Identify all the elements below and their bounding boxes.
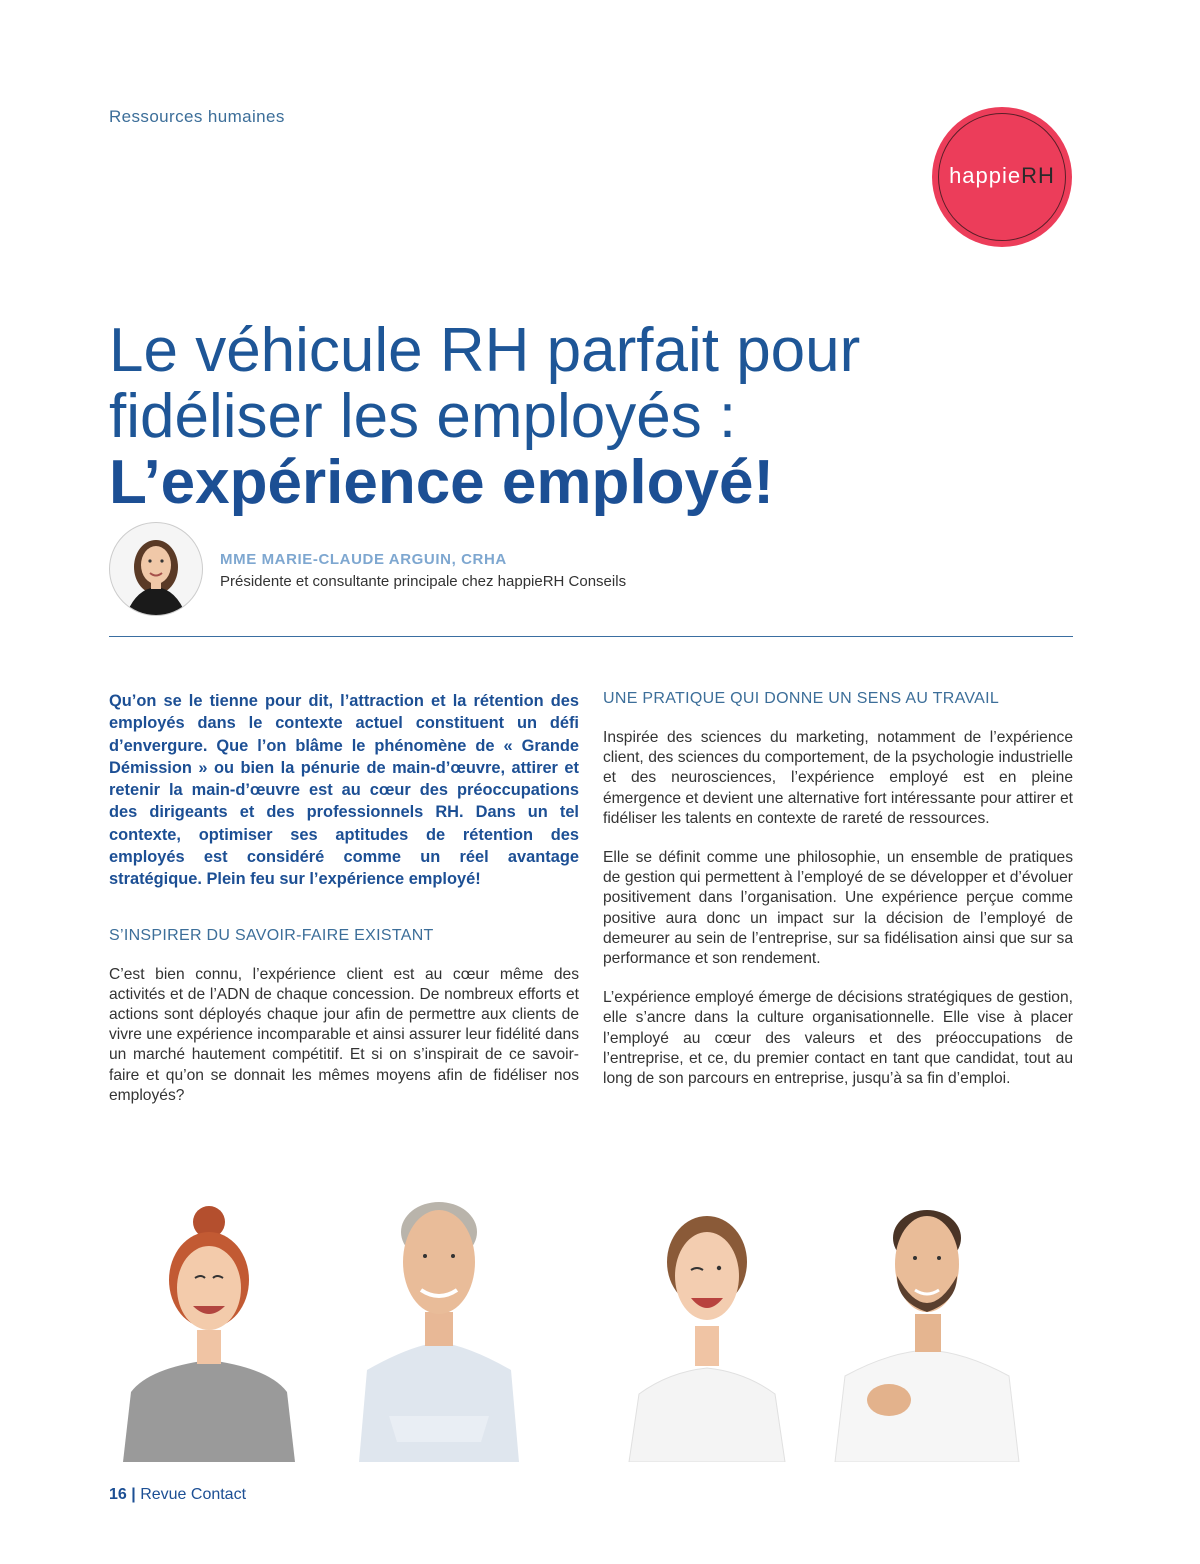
section1-paragraph-1: C’est bien connu, l’expérience client est au cœur même des activités et de l’ADN de chaque concession. De nombreux efforts et actions sont déployés chaque jour afin de permettre aux clients de vivre une expérience incomparable et ainsi assurer leur fidélité dans un marché hautement compétitif. Et si on s’inspirait de ce savoir-faire et qu’on se donnait les mêmes moyens afin de fidéliser nos employés?: [109, 965, 579, 1104]
title-line-1: Le véhicule RH parfait pour: [109, 316, 861, 385]
section2-paragraph-2: Elle se définit comme une philosophie, un ensemble de pratiques de gestion qui permettent à l’employé de se développer et d’évoluer positivement dans l’organisation. Une expérience perçue comme positive aura donc un impact sur la décision de l’employé de demeurer au sein de l’entreprise, sur sa fidélisation ainsi que sur sa performance et son rendement.: [603, 849, 1073, 968]
employees-photo: [109, 1180, 1073, 1462]
column-left: [109, 690, 579, 1106]
page-number: 16: [109, 1486, 127, 1503]
divider: [109, 636, 1073, 637]
author-name: MME MARIE-CLAUDE ARGUIN, CRHA: [220, 551, 507, 568]
person-4-image: [835, 1210, 1019, 1462]
section-heading-2: UNE PRATIQUE QUI DONNE UN SENS AU TRAVAIL: [603, 690, 1000, 707]
logo-brand-main: happie: [949, 163, 1022, 188]
title-line-2: fidéliser les employés :: [109, 382, 737, 451]
section2-paragraph-3: L’expérience employé émerge de décisions stratégiques de gestion, elle s’ancre dans la culture organisationnelle. Elle vise à placer l’employé au cœur des valeurs et des préoccupations de l’entreprise, et ce, du premier contact en tant que candidat, tout au long de son parcours en entreprise, jusqu’à sa fin d’emploi.: [603, 989, 1073, 1088]
article-title: [109, 318, 1109, 516]
publication-name: Revue Contact: [140, 1486, 247, 1503]
person-1-image: [123, 1206, 295, 1462]
person-3-image: [629, 1216, 785, 1462]
section-heading-1: S’INSPIRER DU SAVOIR-FAIRE EXISTANT: [109, 926, 434, 944]
logo-text: [932, 163, 1072, 189]
person-2-image: [359, 1202, 519, 1462]
section2-paragraph-1: Inspirée des sciences du marketing, notamment de l’expérience client, des sciences du comportement, de la psychologie industrielle et des neurosciences, l’expérience employé est en pleine émergence et devient une alternative fort intéressante pour attirer et fidéliser les talents en contexte de rareté de ressources.: [603, 729, 1073, 827]
author-avatar: [109, 522, 203, 616]
page-footer: [109, 1486, 246, 1504]
happierh-logo: [932, 107, 1072, 247]
author-role: Présidente et consultante principale chez happieRH Conseils: [220, 573, 627, 590]
title-line-3: L’expérience employé!: [109, 448, 775, 517]
logo-brand-accent: RH: [1021, 163, 1055, 188]
lead-paragraph: Qu’on se le tienne pour dit, l’attraction et la rétention des employés dans le contexte actuel constituent un défi d’envergure. Que l’on blâme le phénomène de « Grande Démission » ou bien la pénurie de main-d’œuvre, attirer et retenir la main-d’œuvre est au cœur des préoccupations des dirigeants et des professionnels RH. Dans un tel contexte, optimiser ses aptitudes de rétention des employés est considéré comme un réel avantage stratégique. Plein feu sur l’expérience employé!: [109, 692, 579, 889]
section-label: Ressources humaines: [109, 107, 285, 126]
footer-separator: |: [131, 1486, 136, 1503]
column-right: [603, 690, 1073, 1089]
